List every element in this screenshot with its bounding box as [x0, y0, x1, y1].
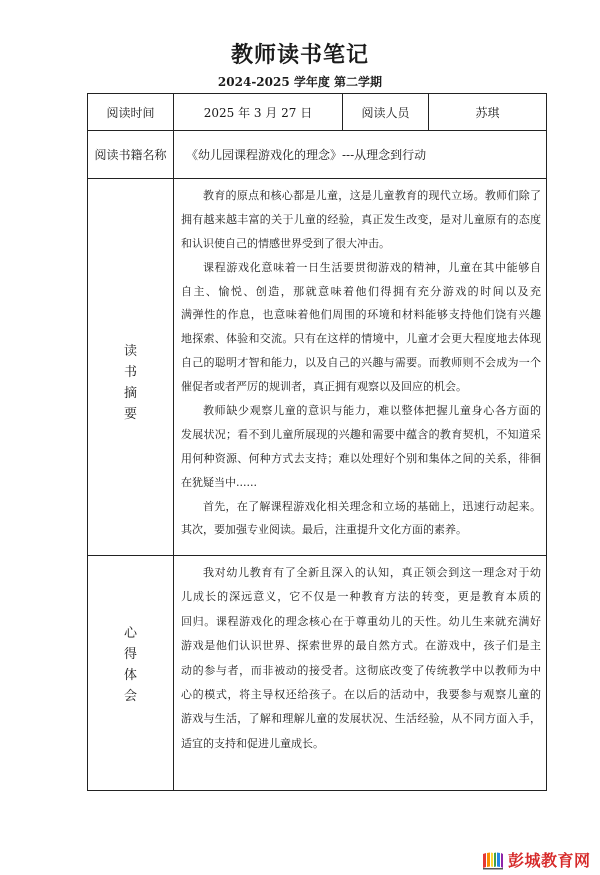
text-line: 游戏与生活，了解和理解儿童的发展状况、生活经验，从不同方面入手，: [181, 712, 541, 726]
summary-paragraph: [181, 399, 541, 495]
text-line: 自己的聪明才智和能力，以及自己的兴趣与需要。而教师则不会成为一个: [181, 356, 541, 370]
text-line: 动的参与者，而非被动的接受者。这彻底改变了传统教学中以教师为中: [181, 663, 541, 677]
reader-label: 阅读人员: [343, 94, 429, 131]
reflection-label-cell: [88, 556, 174, 791]
reflection-label: 心得体会: [124, 626, 138, 704]
summary-paragraph: [181, 184, 541, 256]
summary-label: 读书摘要: [124, 344, 138, 422]
date-value: 2025 年 3 月 27 日: [174, 94, 343, 131]
summary-label-cell: [88, 179, 174, 556]
text-line: 发展状况；看不到儿童所展现的兴趣和需要中蕴含的教育契机，不知道采: [181, 427, 541, 441]
reflection-paragraph: [181, 561, 541, 756]
date-label: 阅读时间: [88, 94, 174, 131]
text-line: 儿成长的深远意义，它不仅是一种教育方法的转变，更是教育本质的: [181, 590, 541, 604]
book-row: [88, 131, 547, 179]
text-line: 我对幼儿教育有了全新且深入的认知，真正领会到这一理念对于幼: [203, 566, 541, 579]
site-watermark: [482, 848, 591, 870]
reflection-content: [174, 556, 547, 791]
reflection-row: [88, 556, 547, 791]
text-line: 自主、愉悦、创造，那就意味着他们得拥有充分游戏的时间以及充: [181, 284, 541, 298]
watermark-text: 彭城教育网: [508, 850, 591, 870]
book-label: 阅读书籍名称: [88, 131, 174, 179]
summary-content: [174, 179, 547, 556]
text-line: 心的模式，将主导权还给孩子。在以后的活动中，我要参与观察儿童的: [181, 687, 541, 701]
semester-subtitle: 2024-2025 学年度 第二学期: [217, 75, 383, 89]
text-line: 用何种资源、何种方式去支持；难以处理好个别和集体之间的关系，徘徊: [181, 451, 541, 465]
text-line: 拥有越来越丰富的关于儿童的经验，真正发生改变，是对儿童原有的态度: [181, 212, 541, 226]
reading-notes-table: [87, 93, 547, 791]
page-title: 教师读书笔记: [230, 42, 369, 68]
text-line: 适宜的支持和促进儿童成长。: [181, 736, 324, 750]
book-logo-icon: [482, 848, 504, 870]
text-line: 满弹性的作息，也意味着他们周围的环境和材料能够支持他们饶有兴趣: [181, 308, 541, 322]
text-line: 游戏是他们认识世界、探索世界的最自然方式。在游戏中，孩子们是主: [181, 639, 541, 653]
summary-paragraph: [181, 495, 541, 543]
text-line: 催促者或者严厉的规训者，真正拥有观察以及回应的机会。: [181, 380, 467, 394]
book-title: 《幼儿园课程游戏化的理念》---从理念到行动: [174, 131, 547, 179]
text-line: 在犹疑当中......: [181, 475, 257, 489]
text-line: 地探索、体验和交流。只有在这样的情境中，儿童才会更大程度地去体现: [181, 332, 541, 346]
reader-value: 苏琪: [429, 94, 547, 131]
text-line: 教育的原点和核心都是儿童，这是儿童教育的现代立场。教师们除了: [203, 189, 541, 202]
text-line: 课程游戏化意味着一日生活要贯彻游戏的精神，儿童在其中能够自: [203, 260, 541, 274]
text-line: 首先，在了解课程游戏化相关理念和立场的基础上，迅速行动起来。: [203, 499, 541, 513]
summary-paragraph: [181, 256, 541, 399]
date-reader-row: [88, 94, 547, 131]
text-line: 其次，要加强专业阅读。最后，注重提升文化方面的素养。: [181, 523, 467, 537]
summary-row: [88, 179, 547, 556]
text-line: 回归。课程游戏化的理念核心在于尊重幼儿的天性。幼儿生来就充满好: [181, 614, 541, 628]
text-line: 和认识使自己的情感世界受到了很大冲击。: [181, 236, 390, 250]
text-line: 教师缺少观察儿童的意识与能力，难以整体把握儿童身心各方面的: [203, 404, 541, 418]
